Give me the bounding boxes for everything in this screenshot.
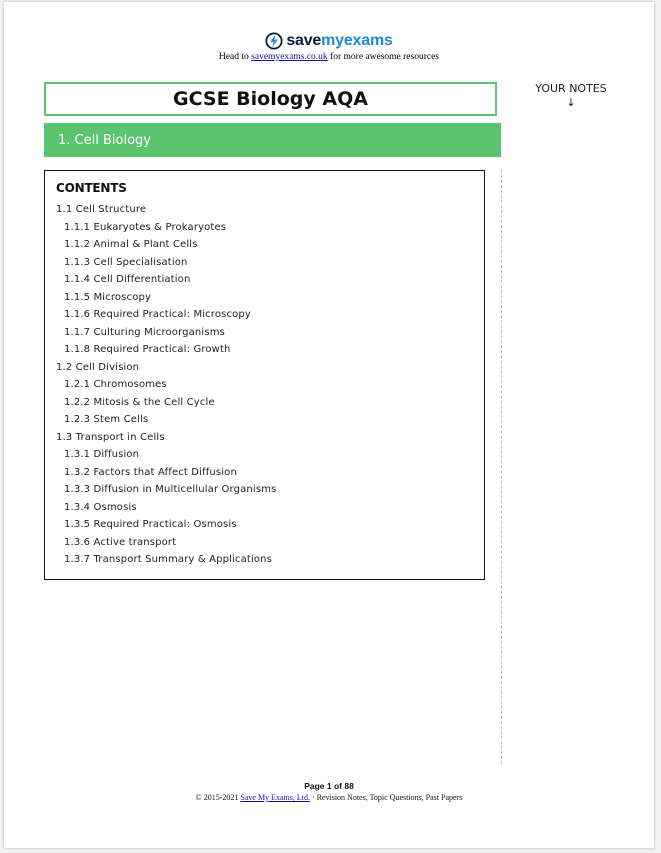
brand-name-prefix: save — [286, 32, 322, 49]
notes-divider — [501, 170, 502, 764]
section-title: 1. Cell Biology — [58, 132, 151, 148]
title-box — [44, 82, 497, 116]
brand-name-suffix: myexams — [321, 32, 393, 49]
toc-item[interactable]: 1.3.3 Diffusion in Multicellular Organisms — [64, 484, 277, 495]
toc-item[interactable]: 1.2.2 Mitosis & the Cell Cycle — [64, 396, 215, 408]
tagline-after: for more awesome resources — [330, 52, 440, 62]
tagline-before: Head to — [218, 52, 249, 62]
contents-box — [44, 170, 485, 580]
contents-heading: CONTENTS — [56, 181, 127, 195]
copyright-before: © 2015-2021 — [195, 793, 239, 802]
toc-list — [56, 201, 474, 569]
page-footer — [4, 781, 654, 802]
brand-logo[interactable] — [4, 32, 654, 50]
brand-name — [286, 32, 392, 50]
site-link[interactable]: savemyexams.co.uk — [251, 52, 328, 62]
toc-item[interactable]: 1.3.6 Active transport — [64, 536, 177, 548]
page-title: GCSE Biology AQA — [173, 88, 368, 110]
section-band — [44, 123, 501, 157]
toc-item[interactable]: 1.1.2 Animal & Plant Cells — [64, 239, 198, 250]
toc-item[interactable]: 1.1.7 Culturing Microorganisms — [64, 326, 225, 338]
toc-item[interactable]: 1.1.3 Cell Specialisation — [64, 256, 188, 268]
copyright-after: · Revision Notes, Topic Questions, Past Papers — [311, 793, 463, 802]
copyright-line — [4, 793, 654, 802]
toc-item[interactable]: 1.1.5 Microscopy — [64, 291, 152, 303]
your-notes-label: YOUR NOTES — [535, 82, 607, 95]
toc-item[interactable]: 1.3.5 Required Practical: Osmosis — [64, 519, 237, 530]
toc-item[interactable]: 1.2.1 Chromosomes — [64, 379, 167, 390]
toc-item[interactable]: 1.3.4 Osmosis — [64, 501, 137, 513]
toc-item[interactable]: 1.2 Cell Division — [56, 361, 140, 373]
your-notes-header — [516, 82, 626, 109]
company-link[interactable]: Save My Exams, Ltd. — [240, 793, 310, 802]
page-number: Page 1 of 88 — [304, 781, 354, 791]
toc-item[interactable]: 1.1 Cell Structure — [56, 204, 147, 215]
arrow-down-icon: ↓ — [566, 96, 576, 109]
toc-item[interactable]: 1.3.1 Diffusion — [64, 449, 140, 460]
toc-item[interactable]: 1.1.1 Eukaryotes & Prokaryotes — [64, 221, 227, 233]
toc-item[interactable]: 1.3.7 Transport Summary & Applications — [64, 554, 272, 565]
toc-item[interactable]: 1.2.3 Stem Cells — [64, 414, 149, 425]
toc-item[interactable]: 1.1.8 Required Practical: Growth — [64, 344, 231, 355]
toc-item[interactable]: 1.3.2 Factors that Affect Diffusion — [64, 466, 237, 478]
document-page — [4, 2, 654, 848]
lightning-bolt-icon — [265, 32, 283, 50]
toc-item[interactable]: 1.3 Transport in Cells — [56, 431, 165, 443]
header-tagline — [4, 52, 654, 62]
toc-item[interactable]: 1.1.4 Cell Differentiation — [64, 274, 191, 285]
toc-item[interactable]: 1.1.6 Required Practical: Microscopy — [64, 309, 251, 320]
